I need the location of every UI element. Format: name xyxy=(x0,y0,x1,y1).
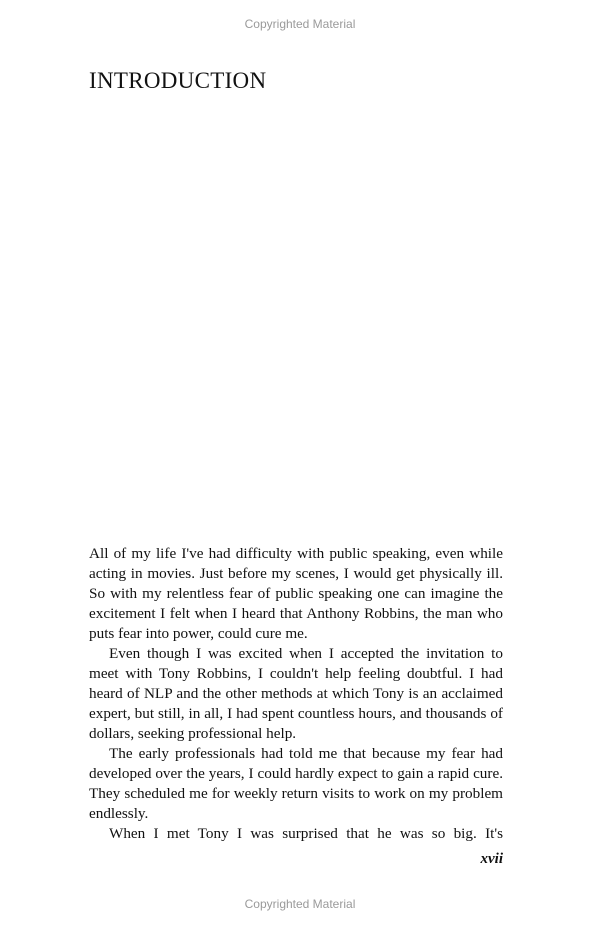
copyright-watermark-bottom: Copyrighted Material xyxy=(244,897,356,911)
paragraph: When I met Tony I was surprised that he was so big. It's xyxy=(109,825,503,842)
copyright-watermark-top: Copyrighted Material xyxy=(244,17,356,31)
paragraph: The early professionals had told me that because my fear had developed over the years, I could hardly expect to gain a rapid cure. They scheduled me for weekly return visits to work on my problem endlessly. xyxy=(89,745,503,822)
paragraph: Even though I was excited when I accepted the invitation to meet with Tony Robbins, I couldn't help feeling doubtful. I had heard of NLP and the other methods at which Tony is an acclaimed expert, but still, in all, I had spent countless hours, and thousands of dollars, seeking professional help. xyxy=(89,645,503,742)
chapter-title: INTRODUCTION xyxy=(89,68,267,93)
paragraph: All of my life I've had difficulty with public speaking, even while acting in movies. Just before my scenes, I would get physically ill. So with my relentless fear of public speaking one can imagine the excitement I felt when I heard that Anthony Robbins, the man who puts fear into power, could cure me. xyxy=(89,545,503,642)
page-number: xvii xyxy=(480,851,503,867)
body-text xyxy=(89,544,503,844)
